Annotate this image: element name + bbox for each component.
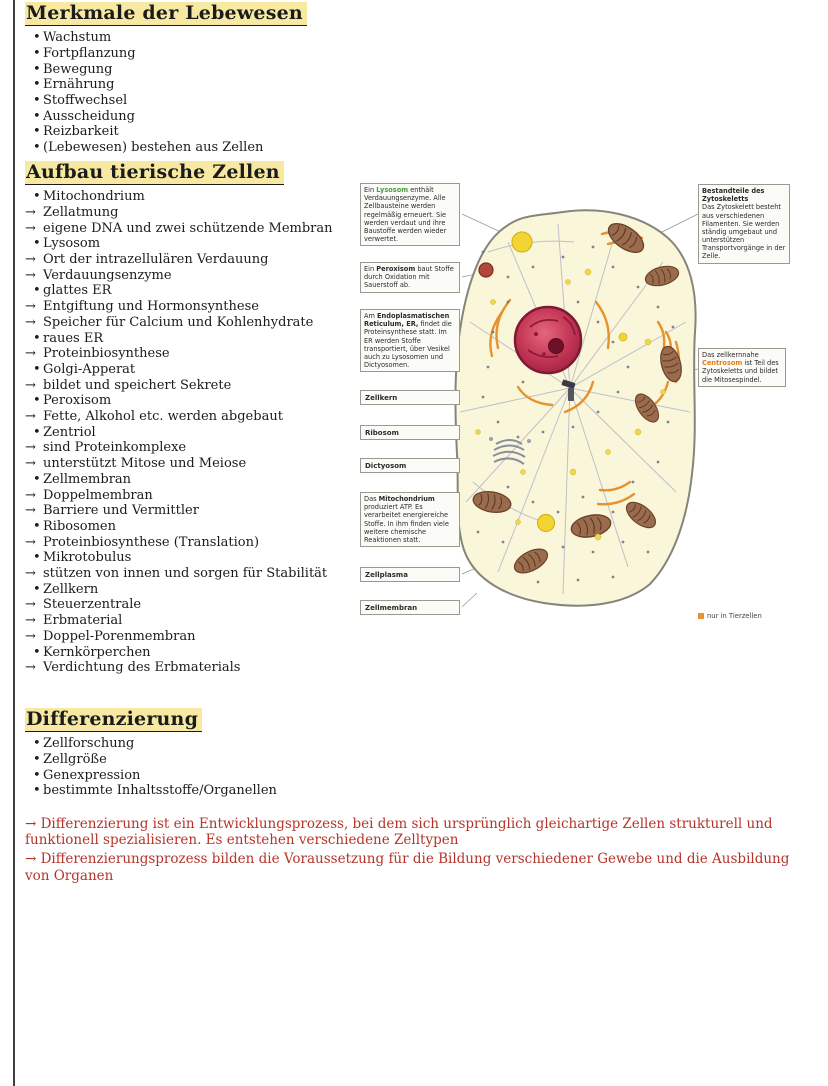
callout-keyword: Zellkern: [365, 393, 398, 402]
nucleolus: [549, 339, 564, 354]
callout-peroxisom: [360, 262, 460, 293]
item-text: Stoffwechsel: [43, 92, 128, 108]
item-text: Erbmaterial: [43, 613, 123, 629]
bullet-item: [25, 283, 333, 299]
bullet-item: [25, 783, 277, 799]
callout-dictyosom: [360, 458, 460, 473]
arrow-marker: →: [25, 409, 36, 425]
note-paragraph: → Differenzierung ist ein Entwicklungsprozess, bei dem sich ursprünglich gleichartige Zellen strukturell und funktionell spezialisieren. Es entstehen verschiedene Zelltypen: [25, 816, 773, 849]
callout-text: Ein: [364, 186, 377, 194]
callout-keyword: Bestandteile des Zytoskeletts: [702, 187, 765, 204]
bullet-marker: •: [33, 767, 41, 783]
bullet-marker: •: [33, 30, 41, 46]
callout-keyword: Peroxisom: [376, 265, 416, 273]
note-paragraph: → Differenzierungsprozess bilden die Voraussetzung für die Bildung verschiedener Gewebe und die Ausbildung von Organen: [25, 851, 790, 884]
item-text: Fette, Alkohol etc. werden abgebaut: [43, 409, 283, 425]
callout-text: baut Stoffe durch Oxidation mit Sauerstoff ab.: [364, 265, 454, 290]
arrow-marker: →: [25, 613, 36, 629]
callout-zellkern: [360, 390, 460, 405]
bullet-item: [25, 109, 307, 125]
arrow-marker: →: [25, 220, 36, 236]
arrow-marker: →: [25, 534, 36, 550]
item-text: Steuerzentrale: [43, 597, 142, 613]
arrow-item: [25, 299, 333, 315]
item-text: Ausscheidung: [43, 108, 135, 124]
item-text: Proteinbiosynthese (Translation): [43, 534, 260, 550]
item-text: (Lebewesen) bestehen aus Zellen: [43, 140, 264, 156]
callout-keyword: Dictyosom: [365, 461, 407, 470]
arrow-item: [25, 613, 333, 629]
arrow-item: [25, 566, 333, 582]
section-aufbau: [25, 161, 333, 676]
arrow-item: [25, 456, 333, 472]
page-edge-line: [13, 0, 15, 1086]
bullet-item: [25, 362, 333, 378]
arrow-marker: →: [25, 299, 36, 315]
bullet-list: [25, 30, 307, 156]
callout-keyword: Ribosom: [365, 428, 399, 437]
section-title: [25, 708, 277, 732]
arrow-item: [25, 378, 333, 394]
item-text: Reizbarkeit: [43, 124, 119, 140]
item-text: stützen von innen und sorgen für Stabilität: [43, 566, 328, 582]
arrow-marker: →: [25, 267, 36, 283]
callout-text: Das Zytoskelett besteht aus verschiedenen Filamenten. Sie werden ständig umgebaut und unterstützen Transportvorgänge in der Zelle.: [702, 203, 786, 261]
arrow-item: [25, 221, 333, 237]
bullet-item: [25, 77, 307, 93]
item-text: unterstützt Mitose und Meiose: [43, 456, 247, 472]
callout-text: Das zellkernnahe: [702, 351, 759, 359]
bullet-item: [25, 93, 307, 109]
callout-mitochondrium: [360, 492, 460, 547]
bullet-marker: •: [33, 61, 41, 77]
bullet-item: [25, 550, 333, 566]
bullet-marker: •: [33, 361, 41, 377]
callout-zellplasma: [360, 567, 460, 582]
arrow-marker: →: [25, 314, 36, 330]
bullet-marker: •: [33, 424, 41, 440]
item-text: bestimmte Inhaltsstoffe/Organellen: [43, 783, 277, 799]
section-title: [25, 2, 307, 26]
bullet-marker: •: [33, 77, 41, 93]
bullet-marker: •: [33, 189, 41, 205]
bullet-marker: •: [33, 393, 41, 409]
item-text: Doppelmembran: [43, 487, 153, 503]
callout-text: Ein: [364, 265, 377, 273]
bullet-item: [25, 331, 333, 347]
callout-text: ist Teil des Zytoskeletts und bildet die Mitosespindel.: [702, 359, 779, 384]
item-text: Verdauungsenzyme: [43, 267, 172, 283]
callout-centrosom: [698, 348, 786, 387]
arrow-item: [25, 409, 333, 425]
callout-keyword: Zellmembran: [365, 603, 418, 612]
highlighted-title: Merkmale der Lebewesen: [25, 2, 307, 26]
bullet-item: [25, 140, 307, 156]
callout-keyword: Zellplasma: [365, 570, 408, 579]
bullet-list: [25, 736, 277, 799]
bullet-item: [25, 519, 333, 535]
bullet-item: [25, 752, 277, 768]
callout-er: [360, 309, 460, 372]
bullet-item: [25, 736, 277, 752]
bullet-item: [25, 393, 333, 409]
arrow-item: [25, 268, 333, 284]
cell-diagram: [358, 182, 828, 647]
callout-keyword: Endoplasmatischen Reticulum, ER,: [364, 312, 450, 329]
item-text: raues ER: [43, 330, 104, 346]
diagram-legend: [698, 612, 762, 620]
arrow-item: [25, 503, 333, 519]
arrow-marker: →: [25, 597, 36, 613]
highlighted-title: Aufbau tierische Zellen: [25, 161, 284, 185]
bullet-marker: •: [33, 236, 41, 252]
item-text: Golgi-Apperat: [43, 361, 136, 377]
arrow-item: [25, 660, 333, 676]
item-text: Ernährung: [43, 77, 115, 93]
bullet-marker: •: [33, 736, 41, 752]
item-text: Entgiftung und Hormonsynthese: [43, 299, 259, 315]
bullet-marker: •: [33, 581, 41, 597]
arrow-marker: →: [25, 566, 36, 582]
arrow-item: [25, 629, 333, 645]
item-text: Kernkörperchen: [43, 644, 151, 660]
item-text: bildet und speichert Sekrete: [43, 377, 232, 393]
bullet-list: [25, 189, 333, 676]
arrow-item: [25, 346, 333, 362]
bullet-marker: •: [33, 108, 41, 124]
arrow-marker: →: [25, 251, 36, 267]
bullet-item: [25, 189, 333, 205]
item-text: Bewegung: [43, 61, 113, 77]
arrow-marker: →: [25, 346, 36, 362]
callout-zellmembran: [360, 600, 460, 615]
section-title: [25, 161, 333, 185]
item-text: Lysosom: [43, 236, 101, 252]
item-text: sind Proteinkomplexe: [43, 440, 187, 456]
item-text: Genexpression: [43, 767, 141, 783]
legend-label: nur in Tierzellen: [707, 612, 762, 620]
bullet-item: [25, 46, 307, 62]
item-text: Zellatmung: [43, 204, 119, 220]
item-text: Verdichtung des Erbmaterials: [43, 660, 241, 676]
item-text: Wachstum: [43, 30, 112, 46]
arrow-item: [25, 597, 333, 613]
arrow-item: [25, 440, 333, 456]
item-text: Zellmembran: [43, 471, 132, 487]
item-text: Barriere und Vermittler: [43, 503, 199, 519]
highlighted-title: Differenzierung: [25, 708, 202, 732]
bullet-marker: •: [33, 783, 41, 799]
callout-ribosom: [360, 425, 460, 440]
item-text: Mitochondrium: [43, 189, 145, 205]
arrow-item: [25, 315, 333, 331]
bullet-marker: •: [33, 751, 41, 767]
bullet-marker: •: [33, 644, 41, 660]
bullet-item: [25, 425, 333, 441]
callout-text: enthält Verdauungsenzyme. Alle Zellbausteine werden regelmäßig erneuert. Sie werden verdaut und ihre Baustoffe werden wieder verwertet.: [364, 186, 447, 244]
item-text: Doppel-Porenmembran: [43, 628, 196, 644]
bullet-marker: •: [33, 140, 41, 156]
peroxisome: [479, 263, 493, 277]
arrow-marker: →: [25, 660, 36, 676]
section-differenzierung: [25, 708, 277, 799]
item-text: Peroxisom: [43, 393, 112, 409]
arrow-marker: →: [25, 503, 36, 519]
arrow-item: [25, 205, 333, 221]
item-text: Fortpflanzung: [43, 45, 136, 61]
bullet-item: [25, 30, 307, 46]
bullet-marker: •: [33, 92, 41, 108]
bullet-marker: •: [33, 550, 41, 566]
callout-text: findet die Proteinsynthese statt. Im ER werden Stoffe transportiert, über Vesikel auch zu Lysosomen und Dictyosomen.: [364, 320, 452, 370]
bullet-item: [25, 124, 307, 140]
bullet-marker: •: [33, 283, 41, 299]
callout-zytoskelett: [698, 184, 790, 264]
callout-keyword: Mitochondrium: [378, 495, 435, 503]
item-text: eigene DNA und zwei schützende Membran: [43, 220, 333, 236]
callout-keyword: Lysosom: [376, 186, 409, 194]
bullet-marker: •: [33, 518, 41, 534]
bullet-marker: •: [33, 124, 41, 140]
section-merkmale: [25, 2, 307, 156]
callout-text: produziert ATP. Es verarbeitet energiereiche Stoffe. In ihm finden viele weitere chemische Reaktionen statt.: [364, 503, 449, 544]
bullet-item: [25, 236, 333, 252]
legend-color-square: [698, 613, 704, 619]
bullet-item: [25, 62, 307, 78]
item-text: Ribosomen: [43, 518, 116, 534]
arrow-marker: →: [25, 628, 36, 644]
item-text: Mikrotobulus: [43, 550, 132, 566]
item-text: Ort der intrazellulären Verdauung: [43, 251, 269, 267]
red-notes: [25, 816, 817, 887]
item-text: Zentriol: [43, 424, 96, 440]
item-text: Speicher für Calcium und Kohlenhydrate: [43, 314, 314, 330]
arrow-marker: →: [25, 377, 36, 393]
bullet-item: [25, 645, 333, 661]
callout-text: Am: [364, 312, 378, 320]
arrow-marker: →: [25, 204, 36, 220]
item-text: Proteinbiosynthese: [43, 346, 170, 362]
arrow-item: [25, 488, 333, 504]
arrow-item: [25, 535, 333, 551]
callout-text: Das: [364, 495, 379, 503]
nucleus: [515, 307, 581, 373]
bullet-marker: •: [33, 330, 41, 346]
arrow-marker: →: [25, 440, 36, 456]
callout-keyword: Centrosom: [702, 359, 743, 368]
bullet-item: [25, 768, 277, 784]
arrow-marker: →: [25, 456, 36, 472]
arrow-item: [25, 252, 333, 268]
callout-lysosom: [360, 183, 460, 246]
bullet-item: [25, 582, 333, 598]
item-text: Zellforschung: [43, 736, 135, 752]
bullet-marker: •: [33, 471, 41, 487]
item-text: Zellkern: [43, 581, 99, 597]
item-text: glattes ER: [43, 283, 112, 299]
bullet-marker: •: [33, 45, 41, 61]
bullet-item: [25, 472, 333, 488]
arrow-marker: →: [25, 487, 36, 503]
item-text: Zellgröße: [43, 751, 107, 767]
